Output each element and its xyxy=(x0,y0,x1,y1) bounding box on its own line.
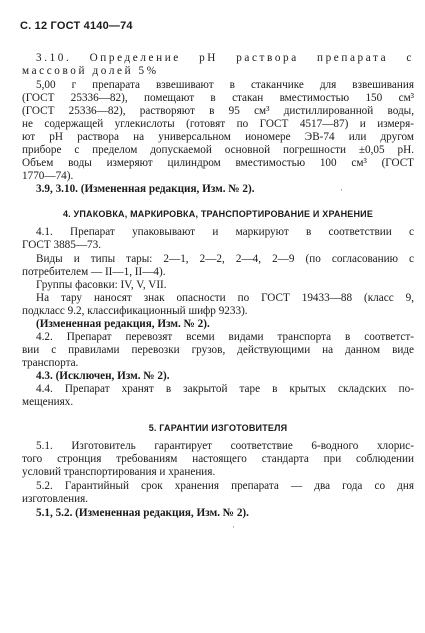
paragraph-line: На тару наносят знак опасности по ГОСТ 19433—88 (класс 9, xyxy=(36,292,414,304)
paragraph-line: приборе с пределом допускаемой основной погрешности ±0,05 pH. xyxy=(22,144,414,156)
paragraph-line: ют pH раствора на универсальном иономере ЭВ-74 или другом xyxy=(22,131,414,143)
section-4-heading: 4. УПАКОВКА, МАРКИРОВКА, ТРАНСПОРТИРОВАНИЕ И ХРАНЕНИЕ xyxy=(62,209,374,219)
scan-speck: · xyxy=(232,522,235,532)
clause-3-10-title: 3.10. Определение pH раствора препарата с xyxy=(36,52,414,64)
paragraph-line: 4.4. Препарат хранят в закрытой таре в крытых складских по- xyxy=(36,383,414,395)
paragraph-line: (ГОСТ 25336—82), растворяют в 95 см³ дистиллированной воды, xyxy=(22,105,414,117)
clause-4-3: 4.3. (Исключен, Изм. № 2). xyxy=(36,370,170,382)
paragraph-line: условий транспортирования и хранения. xyxy=(22,466,216,478)
paragraph-line: транспорта. xyxy=(22,357,79,369)
paragraph-line: Объем воды измеряют цилиндром вместимостью 100 см³ (ГОСТ xyxy=(22,157,414,169)
paragraph-line: 5,00 г препарата взвешивают в стаканчике для взвешивания xyxy=(36,79,414,91)
paragraph-line: 5.1. Изготовитель гарантирует соответствие 6-водного хлорис- xyxy=(36,440,414,452)
paragraph-line: 4.2. Препарат перевозят всеми видами транспорта в соответст- xyxy=(36,331,414,343)
scan-speck: · xyxy=(340,185,343,195)
section-5-heading: 5. ГАРАНТИИ ИЗГОТОВИТЕЛЯ xyxy=(148,423,288,433)
paragraph-line: 4.1. Препарат упаковывают и маркируют в соответствии с xyxy=(36,226,414,238)
paragraph-line: Группы фасовки: IV, V, VII. xyxy=(36,279,167,291)
paragraph-line: (ГОСТ 25336—82), помещают в стакан вместимостью 150 см³ xyxy=(22,92,414,104)
paragraph-line: того стронция требованиям настоящего стандарта при соблюдении xyxy=(22,453,414,465)
paragraph-line: ГОСТ 3885—73. xyxy=(22,239,102,251)
amendment-note: 3.9, 3.10. (Измененная редакция, Изм. № 2). xyxy=(36,183,255,195)
paragraph-line: Виды и типы тары: 2—1, 2—2, 2—4, 2—9 (по согласованию с xyxy=(36,253,414,265)
paragraph-line: вии с правилами перевозки грузов, действующими на данном виде xyxy=(22,344,414,356)
paragraph-line: изготовления. xyxy=(22,493,89,505)
paragraph-line: потребителем — II—1, II—4). xyxy=(22,266,166,278)
page-header: С. 12 ГОСТ 4140—74 xyxy=(20,20,133,32)
paragraph-line: подкласс 9.2, классификационный шифр 9233). xyxy=(22,305,248,317)
amendment-note: 5.1, 5.2. (Измененная редакция, Изм. № 2). xyxy=(36,507,249,519)
clause-3-10-title-cont: массовой долей 5% xyxy=(22,65,159,77)
paragraph-line: не содержащей углекислоты (готовят по ГОСТ 4517—87) и измеря- xyxy=(22,118,414,130)
paragraph-line: 1770—74). xyxy=(22,170,74,182)
paragraph-line: 5.2. Гарантийный срок хранения препарата — два года со дня xyxy=(36,480,414,492)
amendment-note: (Измененная редакция, Изм. № 2). xyxy=(36,318,210,330)
paragraph-line: мещениях. xyxy=(22,396,74,408)
